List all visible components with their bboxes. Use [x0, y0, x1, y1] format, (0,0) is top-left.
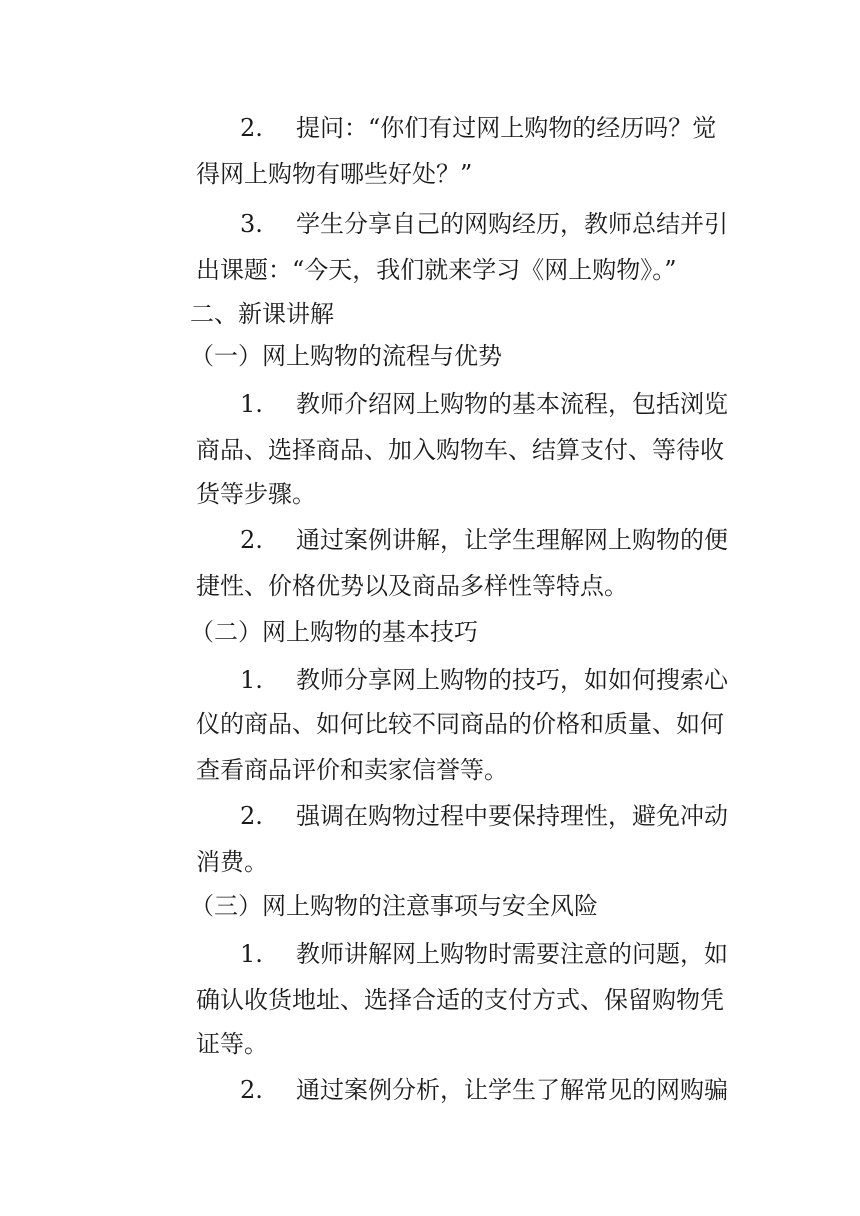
list-item-text: 通过案例分析，让学生了解常见的网购骗	[296, 1076, 728, 1104]
list-number: 2.	[240, 802, 263, 830]
list-number: 1.	[240, 940, 263, 968]
list-number: 2.	[240, 1076, 263, 1104]
list-item-text: 证等。	[196, 1030, 268, 1058]
list-item-text: 捷性、价格优势以及商品多样性等特点。	[196, 572, 628, 600]
section-heading-text: 二、新课讲解	[190, 300, 334, 328]
list-item-text: 消费。	[196, 848, 268, 876]
list-number: 1.	[240, 666, 263, 694]
list-item-text: 教师介绍网上购物的基本流程，包括浏览	[296, 390, 728, 418]
list-item-text: 货等步骤。	[196, 480, 316, 508]
list-item-text: 教师分享网上购物的技巧，如如何搜索心	[296, 666, 728, 694]
list-number: 2.	[240, 526, 263, 554]
list-item-text: 学生分享自己的网购经历，教师总结并引	[296, 210, 728, 238]
list-item-text: 通过案例讲解，让学生理解网上购物的便	[296, 526, 728, 554]
list-item-text: 提问：“你们有过网上购物的经历吗？觉	[296, 114, 717, 142]
list-item-text: 强调在购物过程中要保持理性，避免冲动	[296, 802, 728, 830]
list-item-text: 仪的商品、如何比较不同商品的价格和质量、如何	[196, 710, 724, 738]
subsection-heading-text: （二）网上购物的基本技巧	[190, 618, 478, 646]
list-number: 2.	[240, 114, 263, 142]
list-number: 1.	[240, 390, 263, 418]
list-item-text: 商品、选择商品、加入购物车、结算支付、等待收	[196, 436, 724, 464]
list-item-text: 查看商品评价和卖家信誉等。	[196, 756, 508, 784]
list-item-text: 得网上购物有哪些好处？”	[196, 160, 473, 188]
list-item-text: 教师讲解网上购物时需要注意的问题，如	[296, 940, 728, 968]
list-item-text: 出课题：“今天，我们就来学习《网上购物》。”	[196, 256, 677, 284]
subsection-heading-text: （三）网上购物的注意事项与安全风险	[190, 892, 598, 920]
subsection-heading-text: （一）网上购物的流程与优势	[190, 342, 502, 370]
list-item-text: 确认收货地址、选择合适的支付方式、保留购物凭	[196, 986, 724, 1014]
list-number: 3.	[240, 210, 263, 238]
